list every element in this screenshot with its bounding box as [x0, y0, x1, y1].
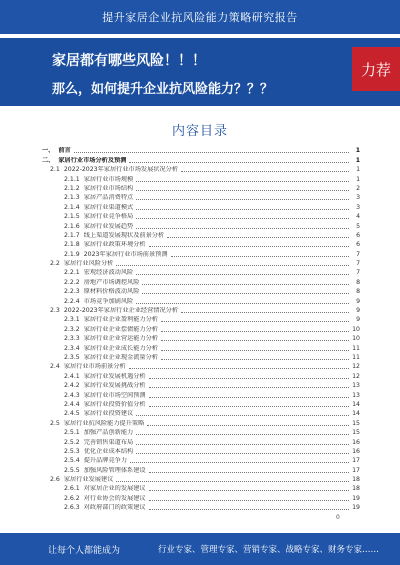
toc-leader-dots — [171, 256, 349, 257]
toc-leader-dots — [136, 444, 349, 445]
toc-entry-label: 完善销售渠道布局 — [83, 438, 134, 446]
toc-entry-label: 2022-2023年家居行业市场发展状况分析 — [63, 166, 179, 174]
toc-entry-number: 2.4.5 — [64, 410, 80, 418]
toc-entry-number: 2.5.5 — [64, 466, 80, 474]
toc-entry[interactable] — [42, 418, 360, 427]
toc-entry-label: 2023年家居行业市场前景预测 — [83, 250, 168, 258]
toc-entry-label: 家居行业市场分析及预测 — [58, 156, 127, 164]
toc-entry-number: 2.4.2 — [64, 382, 80, 390]
toc-entry[interactable] — [42, 315, 360, 324]
toc-entry-page: 3 — [356, 194, 360, 202]
toc-leader-dots — [136, 453, 349, 454]
toc-entry-page: 1 — [356, 175, 360, 183]
toc-entry-number: 二、 — [42, 156, 55, 164]
toc-leader-dots — [129, 368, 349, 369]
toc-entry[interactable] — [42, 277, 360, 286]
toc-entry-page: 5 — [356, 222, 360, 230]
toc-entry[interactable] — [42, 212, 360, 221]
toc-entry[interactable] — [42, 334, 360, 343]
toc-entry-label: 家居行业投资价值分析 — [83, 400, 146, 408]
toc-entry[interactable] — [42, 390, 360, 399]
toc-entry[interactable] — [42, 231, 360, 240]
toc-entry[interactable] — [42, 362, 360, 371]
toc-entry-page: 18 — [352, 476, 360, 484]
toc-entry-number: 2.2.3 — [64, 288, 80, 296]
toc-leader-dots — [161, 340, 349, 341]
toc-entry-number: 2.6.2 — [64, 494, 80, 502]
toc-leader-dots — [136, 181, 349, 182]
toc-entry[interactable] — [42, 447, 360, 456]
toc-entry[interactable] — [42, 484, 360, 493]
toc-entry-label: 原材料价格波动风险 — [83, 288, 140, 296]
toc-entry-page: 4 — [356, 213, 360, 221]
toc-leader-dots — [136, 209, 349, 210]
toc-entry-label: 加强产品创新能力 — [83, 429, 134, 437]
recommend-stamp — [352, 47, 400, 91]
toc-entry-label: 家居行业抗风险能力提升策略 — [63, 419, 145, 427]
toc-entry-number: 2.4.4 — [64, 400, 80, 408]
banner-subheadline: 那么，如何提升企业抗风险能力？？？ — [52, 82, 274, 97]
toc-leader-dots — [161, 321, 349, 322]
toc-leader-dots — [149, 472, 349, 473]
toc-entry-number: 2.4.1 — [64, 372, 80, 380]
toc-entry-page: 11 — [352, 353, 360, 361]
toc-entry-label: 家居行业发展机遇分析 — [83, 372, 146, 380]
toc-entry-page: 18 — [352, 485, 360, 493]
toc-entry-label: 家居行业渠道模式 — [83, 203, 134, 211]
footer-slogan: 让每个人都能成为 — [48, 545, 121, 556]
toc-entry-number: 一、 — [42, 147, 55, 155]
toc-entry-label: 家居行业市场空间预测 — [83, 391, 146, 399]
toc-entry-label: 家居行业市场规模 — [83, 175, 134, 183]
toc-entry-number: 2.4.3 — [64, 391, 80, 399]
toc-entry-label: 家居行业发展挑战分析 — [83, 382, 146, 390]
banner-headline: 家居都有哪些风险！！！ — [52, 53, 206, 69]
table-of-contents — [42, 146, 360, 526]
toc-entry-label: 对行业协会的发展建议 — [83, 494, 146, 502]
toc-entry-label: 家居行业企业盈利能力分析 — [83, 316, 158, 324]
toc-entry-number: 2.1.7 — [64, 231, 80, 239]
report-title: 提升家居企业抗风险能力策略研究报告 — [102, 11, 298, 24]
toc-entry-label: 加强风险管理体系建设 — [83, 466, 146, 474]
toc-entry-page: 8 — [356, 278, 360, 286]
toc-entry-label: 家居产品消费特点 — [83, 194, 134, 202]
toc-entry[interactable] — [42, 353, 360, 362]
toc-leader-dots — [116, 481, 349, 482]
toc-entry-label: 2022-2023年家居行业企业经营情况分析 — [63, 307, 179, 315]
toc-entry-label: 家居行业发展趋势 — [83, 222, 134, 230]
toc-entry-page: 7 — [356, 269, 360, 277]
report-header — [0, 0, 400, 34]
toc-entry-label: 家居行业投资建议 — [83, 410, 134, 418]
toc-leader-dots — [136, 218, 349, 219]
toc-entry-page: 13 — [352, 382, 360, 390]
toc-entry-number: 2.1.1 — [64, 175, 80, 183]
toc-leader-dots — [130, 462, 349, 463]
toc-leader-dots — [161, 359, 349, 360]
toc-entry[interactable] — [42, 184, 360, 193]
toc-entry[interactable] — [42, 249, 360, 258]
toc-entry[interactable] — [42, 371, 360, 380]
toc-entry-label: 前言 — [58, 147, 71, 155]
toc-entry[interactable] — [42, 259, 360, 268]
toc-leader-dots — [136, 303, 349, 304]
toc-entry-label: 家居行业政策环境分析 — [83, 241, 146, 249]
toc-leader-dots — [149, 500, 349, 501]
toc-entry[interactable] — [42, 343, 360, 352]
toc-entry[interactable] — [42, 155, 360, 164]
toc-leader-dots — [149, 490, 349, 491]
toc-entry-page: 6 — [356, 241, 360, 249]
toc-entry-number: 2.1.5 — [64, 213, 80, 221]
toc-entry-label: 家居行业企业现金流量分析 — [83, 353, 158, 361]
toc-leader-dots — [161, 331, 349, 332]
toc-leader-dots — [181, 171, 349, 172]
toc-entry-number: 2.1.2 — [64, 184, 80, 192]
page-number: 0 — [336, 514, 340, 521]
toc-entry[interactable] — [42, 400, 360, 409]
toc-entry-number: 2.6.1 — [64, 485, 80, 493]
toc-title: 内容目录 — [171, 124, 228, 139]
toc-entry[interactable] — [42, 165, 360, 174]
toc-entry[interactable] — [42, 456, 360, 465]
toc-leader-dots — [149, 387, 349, 388]
toc-entry-number: 2.6 — [50, 476, 60, 484]
toc-entry[interactable] — [42, 503, 360, 512]
toc-entry-page: 14 — [352, 400, 360, 408]
toc-entry[interactable] — [42, 268, 360, 277]
toc-entry-number: 2.5.4 — [64, 457, 80, 465]
toc-entry-page: 16 — [352, 438, 360, 446]
toc-entry-number: 2.6.3 — [64, 504, 80, 512]
toc-entry-page: 9 — [356, 316, 360, 324]
toc-entry-number: 2.5 — [50, 419, 60, 427]
toc-entry[interactable] — [42, 193, 360, 202]
toc-entry-label: 对家居企业的发展建议 — [83, 485, 146, 493]
toc-entry[interactable] — [42, 475, 360, 484]
toc-entry-page: 19 — [352, 504, 360, 512]
toc-entry-number: 2.2.1 — [64, 269, 80, 277]
toc-entry-page: 14 — [352, 410, 360, 418]
toc-entry-label: 家居行业市场结构 — [83, 184, 134, 192]
toc-entry-page: 9 — [356, 297, 360, 305]
toc-entry[interactable] — [42, 409, 360, 418]
toc-leader-dots — [136, 434, 349, 435]
toc-entry[interactable] — [42, 287, 360, 296]
toc-entry-label: 提升品牌竞争力 — [83, 457, 128, 465]
toc-entry-label: 优化企业成本结构 — [83, 447, 134, 455]
toc-entry-number: 2.1.9 — [64, 250, 80, 258]
toc-entry[interactable] — [42, 465, 360, 474]
toc-entry-page: 1 — [355, 156, 360, 164]
footer-bar — [0, 533, 400, 565]
toc-entry-page: 17 — [352, 466, 360, 474]
toc-entry-page: 17 — [352, 457, 360, 465]
toc-leader-dots — [149, 246, 349, 247]
toc-entry[interactable] — [42, 306, 360, 315]
toc-leader-dots — [181, 312, 349, 313]
toc-entry-page: 1 — [355, 147, 360, 155]
toc-entry-page: 8 — [356, 288, 360, 296]
toc-entry-page: 13 — [352, 391, 360, 399]
toc-entry-label: 家居行业企业成长能力分析 — [83, 344, 158, 352]
stamp-text: 力荐 — [360, 60, 391, 79]
toc-entry-label: 家居行业企业偿债能力分析 — [83, 325, 158, 333]
toc-leader-dots — [136, 415, 349, 416]
toc-entry-label: 市场竞争加剧风险 — [83, 297, 134, 305]
toc-entry-label: 家居行业市场前景分析 — [63, 363, 126, 371]
toc-leader-dots — [136, 228, 349, 229]
toc-leader-dots — [142, 284, 349, 285]
toc-entry-page: 7 — [356, 260, 360, 268]
toc-entry[interactable] — [42, 221, 360, 230]
toc-leader-dots — [142, 293, 349, 294]
toc-entry-label: 房地产市场调控风险 — [83, 278, 140, 286]
toc-entry-page: 10 — [352, 335, 360, 343]
promo-banner — [0, 38, 400, 106]
toc-leader-dots — [136, 190, 349, 191]
toc-entry-number: 2.3.1 — [64, 316, 80, 324]
toc-leader-dots — [147, 425, 349, 426]
toc-entry[interactable] — [42, 437, 360, 446]
toc-entry-page: 16 — [352, 447, 360, 455]
toc-leader-dots — [149, 509, 349, 510]
toc-entry-page: 10 — [352, 325, 360, 333]
toc-entry-number: 2.3 — [50, 307, 60, 315]
toc-leader-dots — [149, 406, 349, 407]
toc-entry[interactable] — [42, 296, 360, 305]
toc-entry-number: 2.1.4 — [64, 203, 80, 211]
toc-entry-label: 家居行业企业营运能力分析 — [83, 335, 158, 343]
toc-entry-number: 2.1.8 — [64, 241, 80, 249]
toc-entry-label: 线上渠道发展现状及前景分析 — [83, 231, 165, 239]
toc-entry-number: 2.3.2 — [64, 325, 80, 333]
toc-leader-dots — [167, 237, 349, 238]
toc-leader-dots — [74, 152, 349, 153]
toc-entry-number: 2.5.2 — [64, 438, 80, 446]
toc-entry[interactable] — [42, 174, 360, 183]
toc-leader-dots — [149, 397, 349, 398]
toc-entry-page: 3 — [356, 203, 360, 211]
toc-entry-number: 2.5.3 — [64, 447, 80, 455]
toc-entry-number: 2.1.3 — [64, 194, 80, 202]
toc-entry-page: 15 — [352, 419, 360, 427]
toc-entry-page: 19 — [352, 494, 360, 502]
toc-entry-label: 宏观经济波动风险 — [83, 269, 134, 277]
toc-entry-page: 12 — [352, 372, 360, 380]
toc-leader-dots — [129, 162, 349, 163]
toc-entry[interactable] — [42, 493, 360, 502]
toc-entry[interactable] — [42, 428, 360, 437]
toc-leader-dots — [136, 199, 349, 200]
toc-entry-label: 家居行业发展建议 — [63, 476, 114, 484]
toc-entry-label: 家居行业竞争格局 — [83, 213, 134, 221]
toc-entry-number: 2.2 — [50, 260, 60, 268]
toc-entry-number: 2.3.3 — [64, 335, 80, 343]
toc-entry-page: 15 — [352, 429, 360, 437]
toc-leader-dots — [149, 378, 349, 379]
toc-entry[interactable] — [42, 240, 360, 249]
toc-entry[interactable] — [42, 202, 360, 211]
toc-entry-number: 2.4 — [50, 363, 60, 371]
toc-entry-page: 7 — [356, 250, 360, 258]
toc-entry-page: 9 — [356, 307, 360, 315]
toc-entry-number: 2.3.4 — [64, 344, 80, 352]
toc-entry-number: 2.5.1 — [64, 429, 80, 437]
toc-leader-dots — [136, 274, 349, 275]
toc-entry-page: 1 — [356, 166, 360, 174]
toc-entry-label: 对政府部门的政策建议 — [83, 504, 146, 512]
toc-entry-label: 家居行业风险分析 — [63, 260, 114, 268]
toc-leader-dots — [116, 265, 349, 266]
toc-entry-number: 2.2.2 — [64, 278, 80, 286]
toc-entry[interactable] — [42, 146, 360, 155]
toc-entry-number: 2.2.4 — [64, 297, 80, 305]
toc-entry-page: 2 — [356, 184, 360, 192]
toc-leader-dots — [161, 350, 349, 351]
toc-entry-page: 12 — [352, 363, 360, 371]
toc-entry[interactable] — [42, 381, 360, 390]
toc-entry-number: 2.3.5 — [64, 353, 80, 361]
toc-entry[interactable] — [42, 324, 360, 333]
footer-roles: 行业专家、管理专家、营销专家、战略专家、财务专家…… — [158, 545, 380, 555]
toc-entry-number: 2.1.6 — [64, 222, 80, 230]
toc-entry-page: 6 — [356, 231, 360, 239]
toc-entry-page: 11 — [352, 344, 360, 352]
toc-entry-number: 2.1 — [50, 166, 60, 174]
